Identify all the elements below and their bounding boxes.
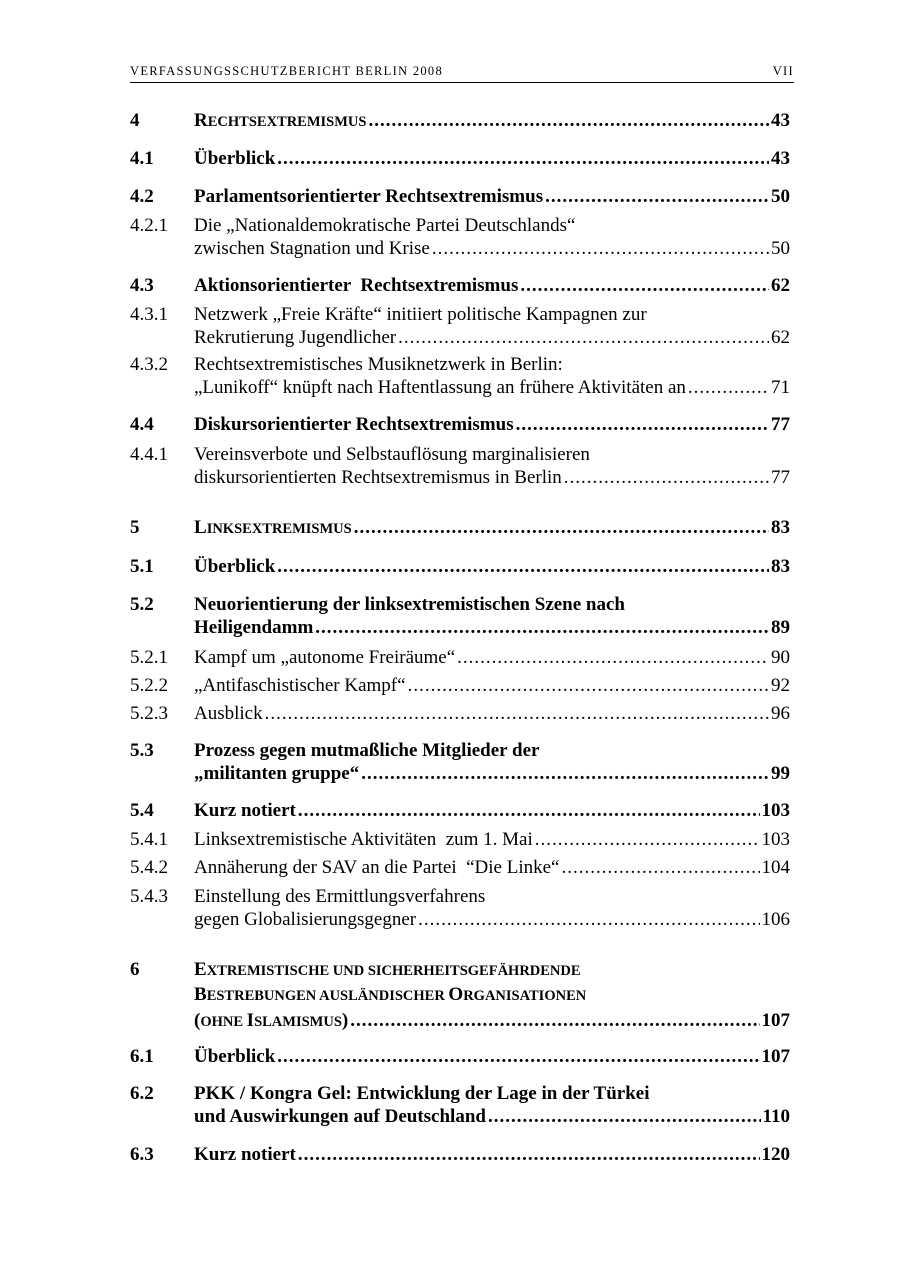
toc-page: 62 [771,327,790,348]
toc-title: Aktionsorientierter Rechtsextremismus [194,275,519,296]
toc-leader [315,616,769,639]
toc-number: 4.2.1 [130,215,168,236]
toc-number: 6.2 [130,1083,154,1104]
toc-title: „Antifaschistischer Kampf“ [194,675,406,696]
toc-page: 99 [771,763,790,784]
toc-title: Ausblick [194,703,263,724]
toc-page: 71 [771,377,790,398]
toc-number: 4.3.2 [130,354,168,375]
toc-page: 89 [771,617,790,638]
toc-number: 5.2.2 [130,675,168,696]
toc-page: 103 [761,800,790,821]
toc-number: 6.3 [130,1144,154,1165]
header-title: VERFASSUNGSSCHUTZBERICHT BERLIN 2008 [130,64,444,78]
toc-title: Parlamentsorientierter Rechtsextremismus [194,186,544,207]
toc-leader [418,908,759,931]
toc-number: 5.4.1 [130,829,168,850]
toc-leader [564,466,769,489]
running-header [130,62,794,83]
toc-page: 107 [761,1046,790,1067]
toc-page: 104 [761,857,790,878]
toc-leader [488,1105,761,1128]
toc-leader [265,702,769,725]
toc-title: „Lunikoff“ knüpft nach Haftentlassung an frühere Aktivitäten an [194,377,686,398]
toc-page: 90 [771,647,790,668]
toc-leader [457,646,769,669]
toc-title-line1: Rechtsextremistisches Musiknetzwerk in Berlin: [194,354,563,375]
toc-number: 4.1 [130,148,154,169]
toc-page: 50 [771,238,790,259]
toc-number: 4.2 [130,186,154,207]
toc-title: Linksextremistische Aktivitäten zum 1. Mai [194,829,533,850]
toc-number: 5 [130,517,140,538]
toc-leader [298,799,760,822]
toc-title: Rekrutierung Jugendlicher [194,327,397,348]
toc-title: Kampf um „autonome Freiräume“ [194,647,456,668]
toc-title: LINKSEXTREMISMUS [194,517,352,538]
header-page-number: VII [772,64,794,78]
toc-title: diskursorientierten Rechtsextremismus in Berlin [194,467,562,488]
toc-page: 103 [761,829,790,850]
toc-number: 5.4 [130,800,154,821]
toc-title: Überblick [194,148,276,169]
toc-title-line1: PKK / Kongra Gel: Entwicklung der Lage in der Türkei [194,1083,650,1104]
toc-number: 4.4.1 [130,444,168,465]
toc-page: 120 [761,1144,790,1165]
toc-title: Kurz notiert [194,1144,296,1165]
toc-leader [277,555,769,578]
toc-title: (OHNE ISLAMISMUS) [194,1010,349,1031]
toc-title-line1: EXTREMISTISCHE UND SICHERHEITSGEFÄHRDENDE [194,959,581,980]
toc-leader [516,413,769,436]
toc-leader [361,762,769,785]
toc-title: und Auswirkungen auf Deutschland [194,1106,486,1127]
toc-number: 6 [130,959,140,980]
toc-leader [520,274,769,297]
toc-title: Überblick [194,556,276,577]
toc-page: 77 [771,467,790,488]
toc-number: 5.2 [130,594,154,615]
toc-page: 92 [771,675,790,696]
toc-leader [688,376,769,399]
toc-page: 50 [771,186,790,207]
toc-page: 107 [761,1010,790,1031]
toc-title: RECHTSEXTREMISMUS [194,110,367,131]
toc-page: 106 [761,909,790,930]
toc-leader [398,326,769,349]
toc-title: Annäherung der SAV an die Partei “Die Linke“ [194,857,560,878]
toc-number: 4.3 [130,275,154,296]
toc-page: 77 [771,414,790,435]
toc-page: 43 [771,148,790,169]
toc-title: gegen Globalisierungsgegner [194,909,417,930]
toc-leader [354,516,769,539]
toc-number: 4 [130,110,140,131]
toc-title: Kurz notiert [194,800,296,821]
toc-title-line1: Neuorientierung der linksextremistischen Szene nach [194,594,625,615]
toc-page: 96 [771,703,790,724]
toc-title-line1: Netzwerk „Freie Kräfte“ initiiert politische Kampagnen zur [194,304,647,325]
toc-leader [545,185,769,208]
toc-number: 5.3 [130,740,154,761]
toc-title-line1: Vereinsverbote und Selbstauflösung marginalisieren [194,444,590,465]
toc-leader [408,674,769,697]
toc-number: 5.1 [130,556,154,577]
toc-number: 5.4.2 [130,857,168,878]
toc-title: „militanten gruppe“ [194,763,360,784]
toc-page: 83 [771,556,790,577]
toc-title: Überblick [194,1046,276,1067]
toc-page: 83 [771,517,790,538]
toc-page: 62 [771,275,790,296]
toc-title-line1: Einstellung des Ermittlungsverfahrens [194,886,486,907]
toc-leader [350,1009,759,1032]
toc-title: Heiligendamm [194,617,314,638]
toc-title: zwischen Stagnation und Krise [194,238,430,259]
toc-leader [432,237,769,260]
toc-number: 6.1 [130,1046,154,1067]
toc-title-line1: Die „Nationaldemokratische Partei Deutschlands“ [194,215,576,236]
toc-title-line1: Prozess gegen mutmaßliche Mitglieder der [194,740,540,761]
toc-leader [277,1045,759,1068]
toc-page: 110 [762,1106,790,1127]
toc-leader [561,856,759,879]
toc-leader [277,147,769,170]
toc-number: 5.2.1 [130,647,168,668]
toc-number: 5.4.3 [130,886,168,907]
toc-title: Diskursorientierter Rechtsextremismus [194,414,514,435]
toc-number: 5.2.3 [130,703,168,724]
toc-page: 43 [771,110,790,131]
toc-title-line2: BESTREBUNGEN AUSLÄNDISCHER ORGANISATIONEN [194,984,587,1005]
toc-number: 4.3.1 [130,304,168,325]
toc-leader [535,828,760,851]
toc-number: 4.4 [130,414,154,435]
toc-leader [298,1143,760,1166]
toc-leader [368,109,769,132]
